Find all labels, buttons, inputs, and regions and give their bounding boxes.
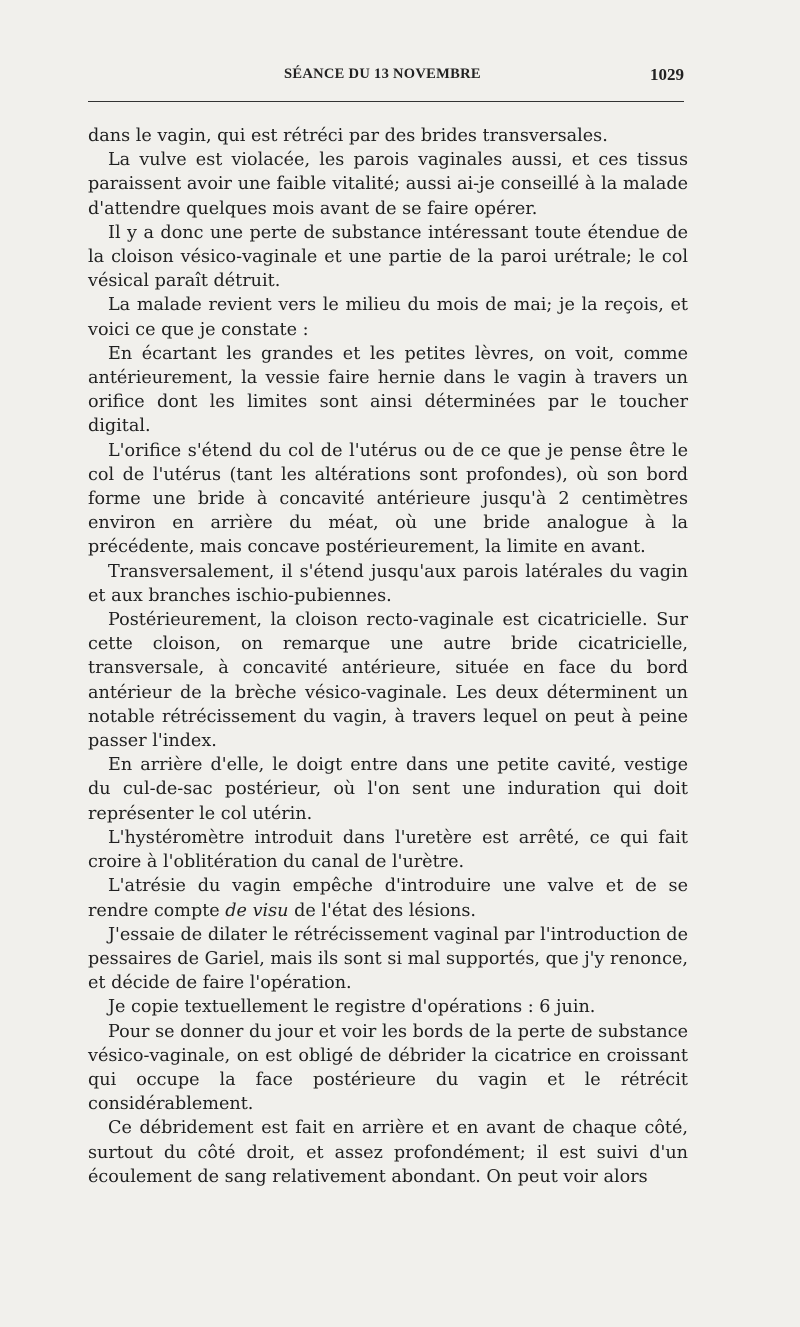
- paragraph: dans le vagin, qui est rétréci par des brides transversales.: [88, 126, 608, 146]
- paragraph-text: L'atrésie du vagin empêche d'introduire une valve et de se rendre compte: [88, 876, 688, 921]
- paragraph: En écartant les grandes et les petites lèvres, on voit, comme antérieurement, la vessie faire hernie dans le vagin à travers un orifice dont les limites sont ainsi déterminées par le toucher digital.: [88, 343, 688, 437]
- page-header: [88, 66, 684, 86]
- running-title: SÉANCE DU 13 NOVEMBRE: [284, 66, 481, 82]
- paragraph: Je copie textuellement le registre d'opérations : 6 juin.: [108, 997, 596, 1018]
- paragraph: Postérieurement, la cloison recto-vaginale est cicatricielle. Sur cette cloison, on remarque une autre bride cicatricielle, transversale, à concavité antérieure, située en face du bord antérieur de la brèche vésico-vaginale. Les deux déterminent un notable rétrécissement du vagin, à travers lequel on peut à peine passer l'index.: [88, 610, 688, 752]
- paragraph: Transversalement, il s'étend jusqu'aux parois latérales du vagin et aux branches ischio-pubiennes.: [88, 561, 688, 606]
- paragraph: La malade revient vers le milieu du mois de mai; je la reçois, et voici ce que je constate :: [88, 295, 688, 340]
- paragraph: Il y a donc une perte de substance intéressant toute étendue de la cloison vésico-vaginale et une partie de la paroi urétrale; le col vésical paraît détruit.: [88, 222, 688, 292]
- paragraph: En arrière d'elle, le doigt entre dans une petite cavité, vestige du cul-de-sac postérieur, où l'on sent une induration qui doit représenter le col utérin.: [88, 755, 688, 824]
- paragraph: Ce débridement est fait en arrière et en avant de chaque côté, surtout du côté droit, et assez profondément; il est suivi d'un écoulement de sang relativement abondant. On peut voir alors: [88, 1118, 688, 1187]
- paragraph-text: de l'état des lésions.: [288, 900, 476, 921]
- paragraph: L'hystéromètre introduit dans l'uretère est arrêté, ce qui fait croire à l'oblitération du canal de l'urètre.: [88, 827, 688, 873]
- paragraph: Pour se donner du jour et voir les bords de la perte de substance vésico-vaginale, on est obligé de débrider la cicatrice en croissant qui occupe la face postérieure du vagin et le rétrécit considérablement.: [88, 1021, 688, 1115]
- paragraph: La vulve est violacée, les parois vaginales aussi, et ces tissus paraissent avoir une faible vitalité; aussi ai-je conseillé à la malade d'attendre quelques mois avant de se faire opérer.: [88, 150, 688, 219]
- page-number: 1029: [650, 65, 684, 84]
- paragraph: L'orifice s'étend du col de l'utérus ou de ce que je pense être le col de l'utérus (tant les altérations sont profondes), où son bord forme une bride à concavité antérieure jusqu'à 2 centimètres environ en arrière du méat, où une bride analogue à la précédente, mais concave postérieurement, la limite en avant.: [88, 440, 688, 558]
- header-rule: [88, 101, 684, 102]
- body-text: [88, 124, 688, 1189]
- italic-phrase: de visu: [225, 900, 289, 921]
- paragraph: [88, 874, 688, 922]
- paragraph: J'essaie de dilater le rétrécissement vaginal par l'introduction de pessaires de Gariel, mais ils sont si mal supportés, que j'y renonce, et décide de faire l'opération.: [88, 924, 688, 994]
